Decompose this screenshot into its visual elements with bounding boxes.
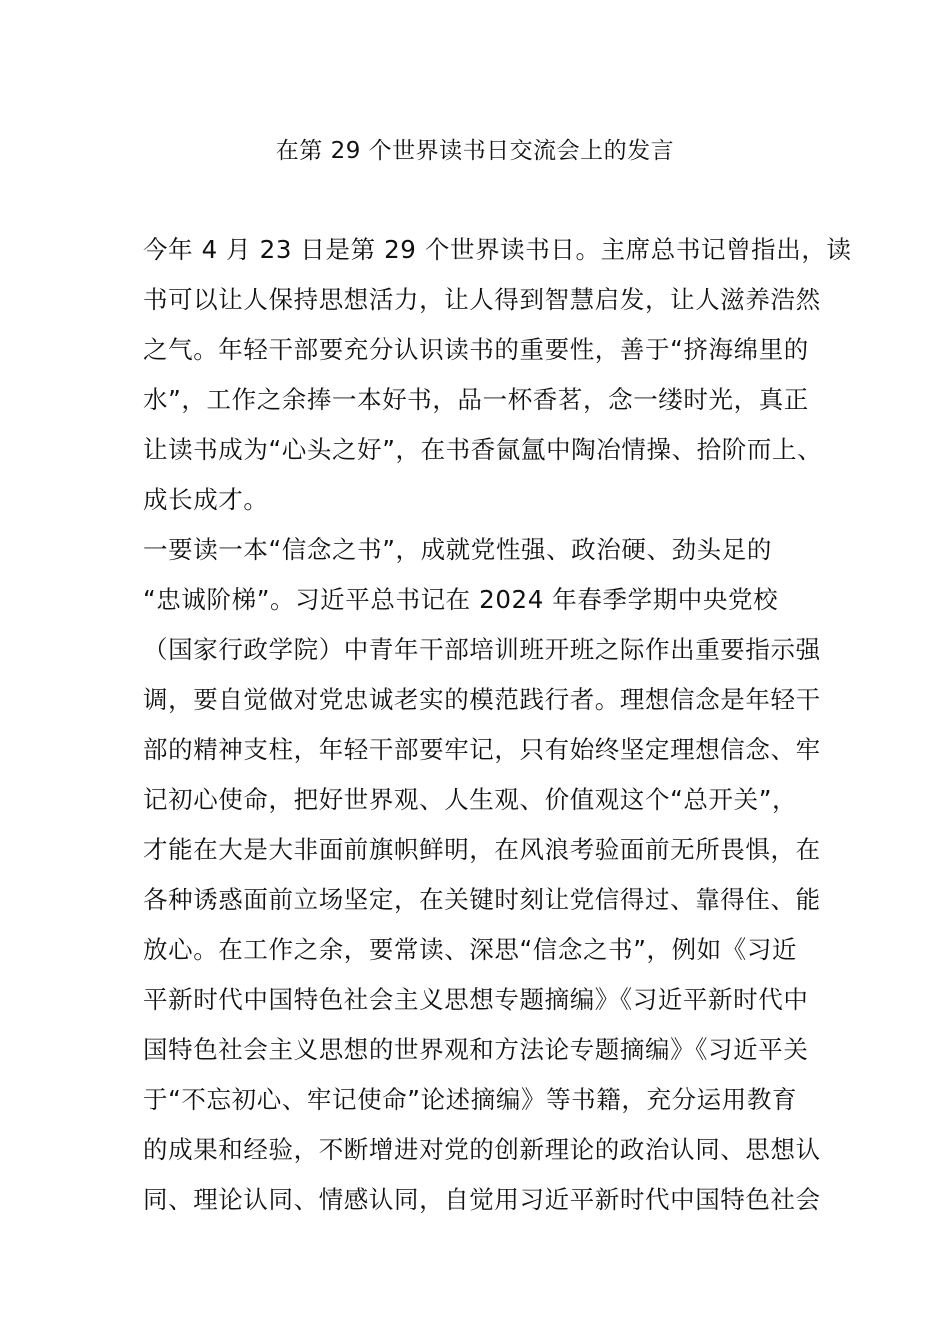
body-line: 书可以让人保持思想活力，让人得到智慧启发，让人滋养浩然 [143, 285, 821, 314]
body-line: 一要读一本“信念之书”，成就党性强、政治硬、劲头足的 [143, 535, 772, 564]
body-line: 部的精神支柱，年轻干部要牢记，只有始终坚定理想信念、牢 [143, 735, 821, 764]
body-line: 成长成才。 [143, 485, 269, 514]
body-line: 的成果和经验，不断增进对党的创新理论的政治认同、思想认 [143, 1135, 821, 1164]
body-line: 放心。在工作之余，要常读、深思“信念之书”，例如《习近 [143, 935, 798, 964]
body-line: 才能在大是大非面前旗帜鲜明，在风浪考验面前无所畏惧，在 [143, 835, 821, 864]
body-line: 之气。年轻干部要充分认识读书的重要性，善于“挤海绵里的 [143, 335, 809, 364]
body-line: 让读书成为“心头之好”，在书香氤氲中陶冶情操、拾阶而上、 [143, 435, 823, 464]
body-line: 水”，工作之余捧一本好书，品一杯香茗，念一缕时光，真正 [143, 385, 809, 414]
body-line: 各种诱惑面前立场坚定，在关键时刻让党信得过、靠得住、能 [143, 885, 821, 914]
body-line: 平新时代中国特色社会主义思想专题摘编》《习近平新时代中 [143, 985, 809, 1014]
body-line: 同、理论认同、情感认同，自觉用习近平新时代中国特色社会 [143, 1185, 821, 1214]
body-line: 于“不忘初心、牢记使命”论述摘编》等书籍，充分运用教育 [143, 1085, 798, 1114]
body-line: 国特色社会主义思想的世界观和方法论专题摘编》《习近平关 [143, 1035, 809, 1064]
body-line: 今年 4 月 23 日是第 29 个世界读书日。主席总书记曾指出，读 [143, 235, 852, 264]
body-line: 调，要自觉做对党忠诚老实的模范践行者。理想信念是年轻干 [143, 685, 821, 714]
body-line: （国家行政学院）中青年干部培训班开班之际作出重要指示强 [143, 635, 821, 664]
document-title: 在第 29 个世界读书日交流会上的发言 [275, 138, 675, 164]
body-line: “忠诚阶梯”。习近平总书记在 2024 年春季学期中央党校 [143, 585, 779, 614]
body-line: 记初心使命，把好世界观、人生观、价值观这个“总开关”， [143, 785, 798, 814]
